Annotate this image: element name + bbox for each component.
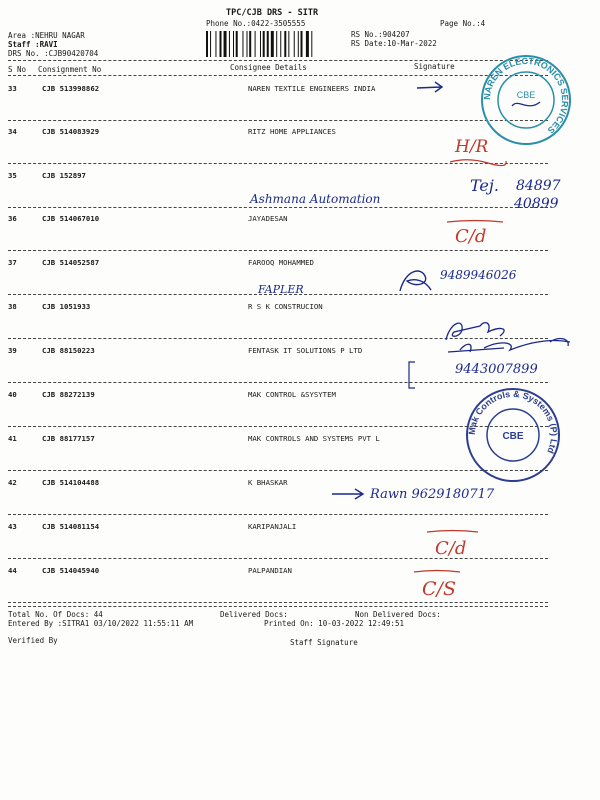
- arrow-mark-42: [330, 487, 366, 501]
- header-divider: [8, 60, 548, 61]
- row-consignee: PALPANDIAN: [248, 566, 292, 575]
- row-divider: [8, 602, 548, 603]
- row-sno: 35: [8, 171, 17, 180]
- delivered-docs: Delivered Docs:: [220, 610, 288, 619]
- row-divider: [8, 120, 548, 121]
- red-underline-3: [412, 569, 462, 575]
- handwritten-name-37: FAPLER: [258, 283, 304, 296]
- row-consignee: JAYADESAN: [248, 214, 288, 223]
- column-signature: Signature: [414, 62, 455, 71]
- handwritten-cd-2: C/d: [435, 538, 467, 559]
- red-underline-2: [425, 529, 480, 535]
- row-consignment-no: CJB 88177157: [42, 434, 95, 443]
- row-sno: 44: [8, 566, 17, 575]
- handwritten-receiver-42: Rawn 9629180717: [370, 487, 495, 502]
- signature-37: [395, 266, 435, 296]
- row-consignee: K BHASKAR: [248, 478, 288, 487]
- printed-on: Printed On: 10-03-2022 12:49:51: [264, 619, 404, 628]
- row-sno: 39: [8, 346, 17, 355]
- row-consignment-no: CJB 514081154: [42, 522, 100, 531]
- row-sno: 41: [8, 434, 17, 443]
- document-title: TPC/CJB DRS - SITR: [226, 8, 319, 18]
- total-docs: Total No. Of Docs: 44: [8, 610, 103, 619]
- stamp-top-text: NAREN ELECTRONICS SERVICES: [481, 55, 571, 136]
- row-consignment-no: CJB 513998862: [42, 84, 100, 93]
- row-sno: 40: [8, 390, 17, 399]
- handwritten-cs: C/S: [422, 578, 456, 600]
- row-consignment-no: CJB 88150223: [42, 346, 95, 355]
- row-consignment-no: CJB 88272139: [42, 390, 95, 399]
- row-sno: 33: [8, 84, 17, 93]
- stamp-mid-text: Mak Controls & Systems (P) Ltd: [466, 388, 560, 456]
- row-consignee: KARIPANJALI: [248, 522, 297, 531]
- row-consignment-no: CJB 1051933: [42, 302, 91, 311]
- staff-label: Staff :RAVI: [8, 40, 58, 49]
- row-sno: 43: [8, 522, 17, 531]
- company-stamp-mid: [458, 385, 568, 485]
- drs-number: DRS No. :CJB90420704: [8, 49, 99, 58]
- row-consignment-no: CJB 514104488: [42, 478, 100, 487]
- footer-divider: [8, 606, 548, 607]
- staff-signature-label: Staff Signature: [290, 638, 358, 647]
- row-sno: 37: [8, 258, 17, 267]
- row-sno: 38: [8, 302, 17, 311]
- red-scribble: [448, 157, 508, 167]
- company-stamp-top: [478, 52, 574, 148]
- row-divider: [8, 250, 548, 251]
- row-consignee: R S K CONSTRUCION: [248, 302, 323, 311]
- rs-number: RS No.:904207: [351, 30, 410, 39]
- row-consignee: NAREN TEXTILE ENGINEERS INDIA: [248, 84, 376, 93]
- page-number: Page No.:4: [440, 19, 486, 28]
- column-consignee: Consignee Details: [230, 63, 307, 72]
- row-consignment-no: CJB 514083929: [42, 127, 100, 136]
- column-sno: S No: [8, 65, 27, 74]
- handwritten-phone-39: 9443007899: [455, 362, 538, 377]
- signature-39: [440, 312, 590, 362]
- arrow-mark: [415, 80, 445, 94]
- row-consignee: RITZ HOME APPLIANCES: [248, 127, 336, 136]
- column-consignment: Consignment No: [38, 65, 102, 74]
- entered-by: Entered By :SITRA1 03/10/2022 11:55:11 AM: [8, 619, 194, 628]
- row-divider: [8, 514, 548, 515]
- row-divider: [8, 382, 548, 383]
- bracket-mark: [405, 360, 419, 390]
- handwritten-company-name: Ashmana Automation: [250, 192, 381, 206]
- handwritten-number-1: 84897: [516, 178, 561, 194]
- handwritten-cd-1: C/d: [455, 226, 487, 247]
- stamp-mid-center: CBE: [502, 431, 524, 442]
- red-underline-1: [445, 219, 505, 225]
- row-consignee: FAROOQ MOHAMMED: [248, 258, 314, 267]
- row-divider: [8, 207, 548, 208]
- row-consignee: MAK CONTROL &SYSYTEM: [248, 390, 336, 399]
- row-consignee: MAK CONTROLS AND SYSTEMS PVT L: [248, 434, 380, 443]
- handwritten-hr: H/R: [455, 137, 489, 157]
- area-label: Area :NEHRU NAGAR: [8, 31, 85, 40]
- verified-by: Verified By: [8, 636, 58, 645]
- handwritten-number-2: 40899: [514, 196, 559, 212]
- handwritten-phone-37: 9489946026: [440, 268, 517, 282]
- row-consignment-no: CJB 514045940: [42, 566, 100, 575]
- non-delivered-docs: Non Delivered Docs:: [355, 610, 441, 619]
- svg-text:CBE: CBE: [516, 90, 536, 100]
- svg-text:Mak Controls & Systems (P) Ltd: [467, 389, 559, 455]
- row-consignment-no: CJB 152897: [42, 171, 86, 180]
- row-sno: 42: [8, 478, 17, 487]
- rs-date: RS Date:10-Mar-2022: [351, 39, 437, 48]
- phone-number: Phone No.:0422-3505555: [206, 19, 306, 28]
- barcode: [206, 31, 344, 57]
- row-divider: [8, 558, 548, 559]
- row-sno: 34: [8, 127, 17, 136]
- row-sno: 36: [8, 214, 17, 223]
- row-consignment-no: CJB 514052587: [42, 258, 100, 267]
- column-divider: [8, 75, 548, 76]
- handwritten-signature-35: Tej.: [470, 176, 499, 195]
- row-consignment-no: CJB 514067010: [42, 214, 100, 223]
- row-consignee: FENTASK IT SOLUTIONS P LTD: [248, 346, 363, 355]
